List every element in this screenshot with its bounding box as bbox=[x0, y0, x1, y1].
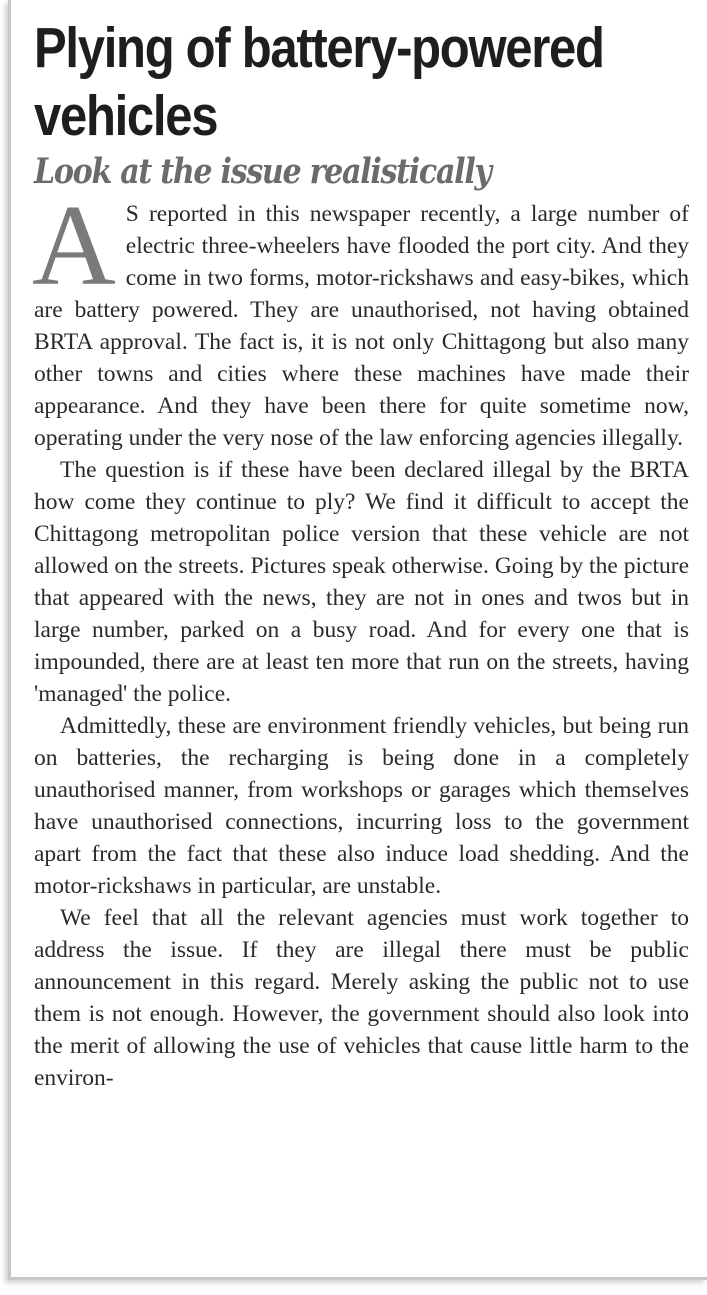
subheadline: Look at the issue realistically bbox=[34, 151, 491, 192]
editorial-article bbox=[34, 14, 689, 1094]
paragraph-1 bbox=[32, 182, 689, 454]
paragraph-1-text: S reported in this newspaper recently, a large number of electric three-wheelers have flooded the port city. And they come in two forms, motor-rickshaws and easy-bikes, which are battery powered. They are unauthorised, not having obtained BRTA approval. The fact is, it is not only Chittagong but also many other towns and cities where these machines have made their appearance. And they have been there for quite sometime now, operating under the very nose of the law enforcing agencies illegally. bbox=[34, 201, 689, 451]
article-body bbox=[32, 182, 689, 1094]
paragraph-4: We feel that all the relevant agencies must work together to address the issue. If they are illegal there must be public announcement in this regard. Merely asking the public not to use them is not enough. However, the government should also look into the merit of allowing the use of vehicles that cause little harm to the environ- bbox=[34, 905, 689, 1091]
drop-cap: A bbox=[32, 182, 116, 310]
paragraph-2: The question is if these have been declared illegal by the BRTA how come they continue to ply? We find it difficult to accept the Chittagong metropolitan police version that these vehicle are not allowed on the streets. Pictures speak otherwise. Going by the picture that appeared with the news, they are not in ones and twos but in large number, parked on a busy road. And for every one that is impounded, there are at least ten more that run on the streets, having 'managed' the police. bbox=[34, 457, 689, 707]
paragraph-3: Admittedly, these are environment friendly vehicles, but being run on batteries, the recharging is being done in a completely unauthorised manner, from workshops or garages which themselves have unauthorised connections, incurring loss to the government apart from the fact that these also induce load shedding. And the motor-rickshaws in particular, are unstable. bbox=[34, 713, 689, 899]
headline: Plying of battery-powered vehicles bbox=[34, 16, 604, 148]
